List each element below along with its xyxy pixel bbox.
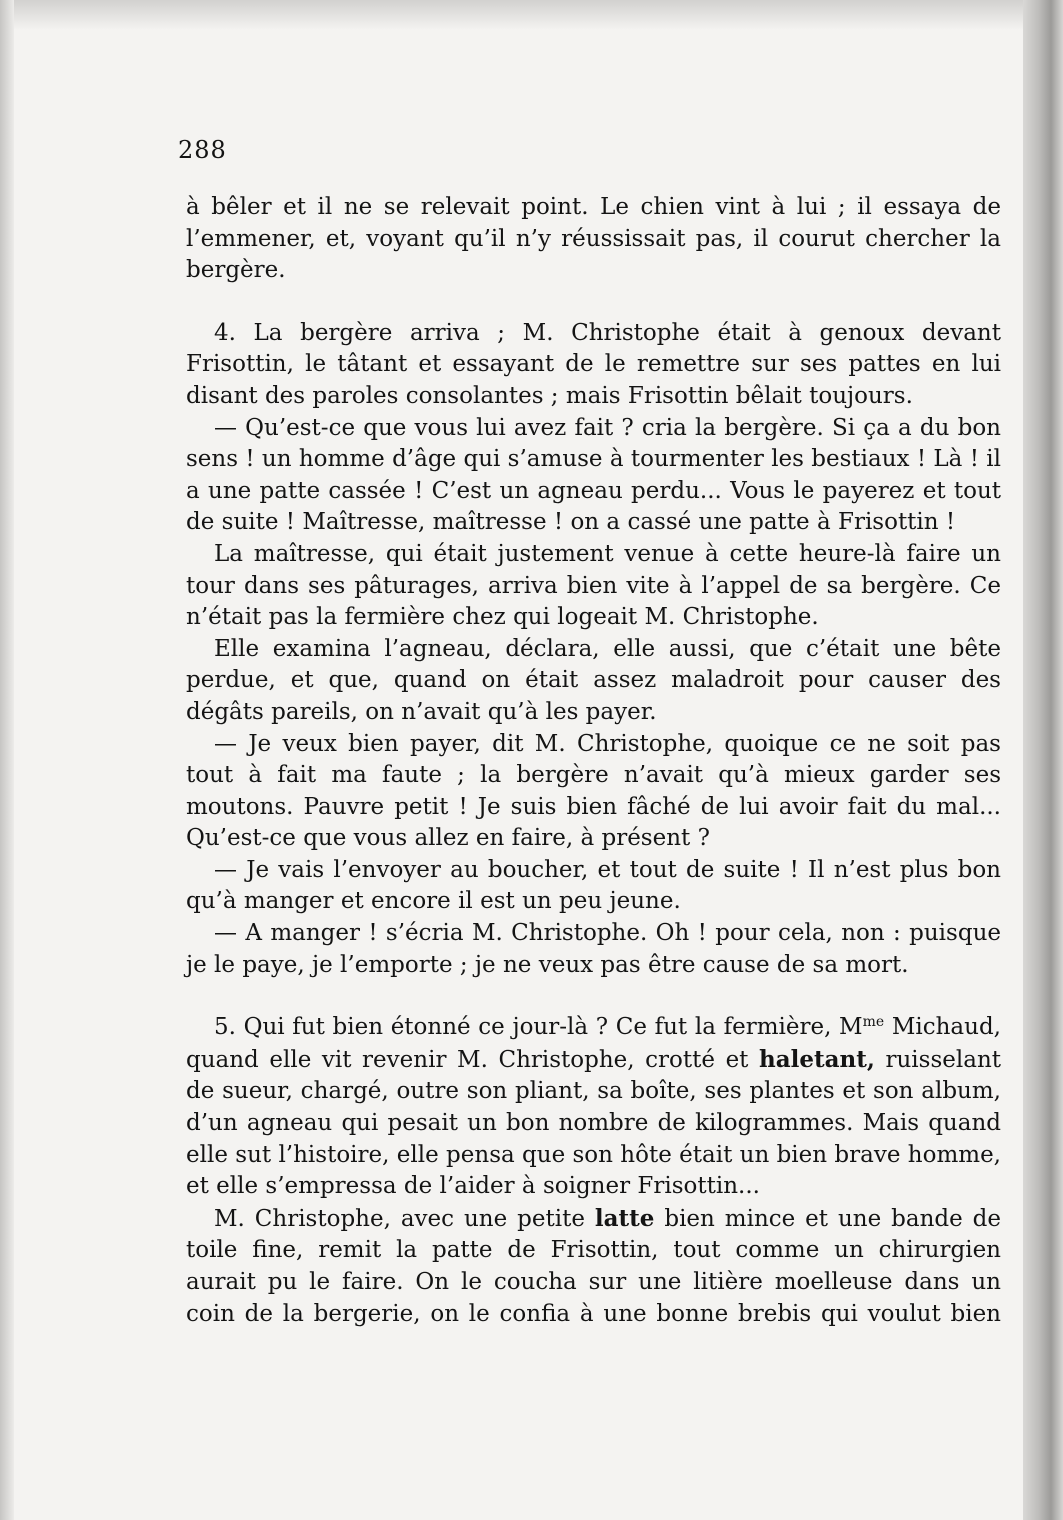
paragraph-section-5	[186, 1012, 1001, 1203]
body-text	[186, 192, 1001, 1330]
paragraph-dialogue-christophe: — Je veux bien payer, dit M. Christophe, quoique ce ne soit pas tout à fait ma faute ; la bergère n’avait qu’à mieux garder ses moutons. Pauvre petit ! Je suis bien fâché de lui avoir fait du mal... Qu’est-ce que vous allez en faire, à présent ?	[186, 730, 1001, 852]
paragraph-examen: Elle examina l’agneau, déclara, elle aussi, que c’était une bête perdue, et que, quand on était assez maladroit pour causer des dégâts pareils, on n’avait qu’à les payer.	[186, 635, 1001, 725]
paragraph-latte	[186, 1203, 1001, 1330]
paragraph-dialogue-boucher: — Je vais l’envoyer au boucher, et tout de suite ! Il n’est plus bon qu’à manger et encore il est un peu jeune.	[186, 856, 1001, 915]
paragraph-1: à bêler et il ne se relevait point. Le chien vint à lui ; il essaya de l’emmener, et, voyant qu’il n’y réussissait pas, il courut chercher la bergère.	[186, 194, 1001, 284]
page-top-shadow	[0, 0, 1063, 30]
paragraph-dialogue-manger: — A manger ! s’écria M. Christophe. Oh ! pour cela, non : puisque je le paye, je l’emporte ; je ne veux pas être cause de sa mort.	[186, 920, 1001, 978]
page-binding-shadow	[1023, 0, 1063, 1520]
page-left-shadow	[0, 0, 14, 1520]
section-5-text-1: 5. Qui fut bien étonné ce jour-là ? Ce fut la fermière, M	[214, 1014, 863, 1041]
paragraph-section-4: 4. La bergère arriva ; M. Christophe était à genoux devant Frisottin, le tâtant et essayant de le remettre sur ses pattes en lui disant des paroles consolantes ; mais Frisottin bêlait toujours.	[186, 319, 1001, 409]
superscript-me: me	[862, 1014, 885, 1031]
latte-text-2: bien mince et une bande de toile fine, remit la patte de Frisottin, tout comme un chirurgien aurait pu le faire. On le coucha sur une litière moelleuse dans un coin de la bergerie, on le confia à une bonne brebis qui voulut bien	[186, 1205, 1001, 1327]
latte-text-1: M. Christophe, avec une petite	[214, 1205, 595, 1232]
paragraph-dialogue-bergere: — Qu’est-ce que vous lui avez fait ? cria la bergère. Si ça a du bon sens ! un homme d’âge qui s’amuse à tourmenter les bestiaux ! Là ! il a une patte cassée ! C’est un agneau perdu... Vous le payerez et tout de suite ! Maîtresse, maîtresse ! on a cassé une patte à Frisottin !	[186, 414, 1001, 536]
bold-word-latte: latte	[594, 1204, 655, 1232]
section-5-text-2: Michaud, quand elle vit revenir M. Christophe, crotté et	[186, 1014, 1001, 1073]
paragraph-maitresse: La maîtresse, qui était justement venue à cette heure-là faire un tour dans ses pâturages, arriva bien vite à l’appel de sa bergère. Ce n’était pas la fermière chez qui logeait M. Christophe.	[186, 540, 1001, 631]
bold-word-haletant: haletant,	[759, 1045, 875, 1073]
page-number: 288	[178, 136, 227, 164]
section-5-text-3: ruisselant de sueur, chargé, outre son pliant, sa boîte, ses plantes et son album, d’un agneau qui pesait un bon nombre de kilogrammes. Mais quand elle sut l’histoire, elle pensa que son hôte était un bien brave homme, et elle s’empressa de l’aider à soigner Frisottin...	[186, 1046, 1001, 1200]
